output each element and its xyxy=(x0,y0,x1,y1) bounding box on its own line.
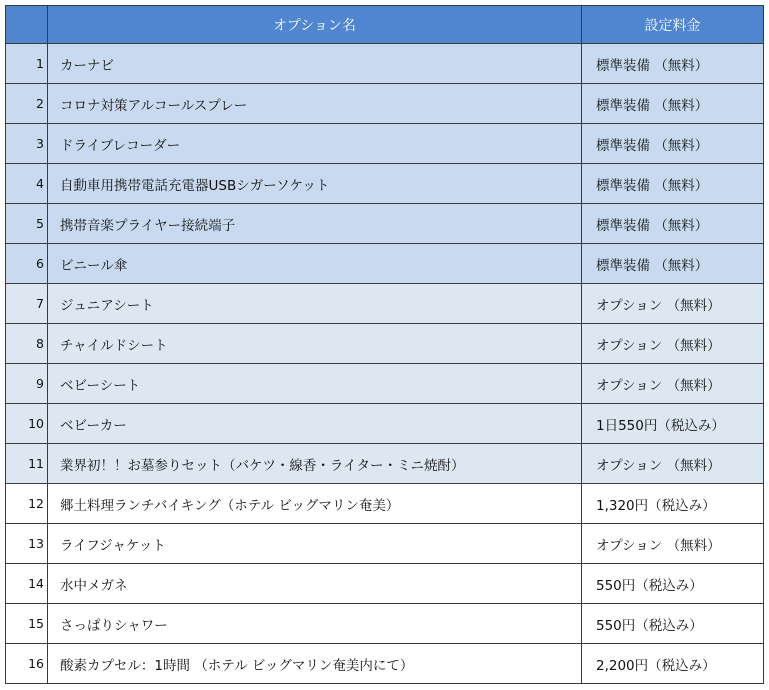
row-price: 標準装備 （無料） xyxy=(582,44,764,84)
row-number: 11 xyxy=(6,444,48,484)
row-number: 8 xyxy=(6,324,48,364)
row-option-name: 郷土料理ランチバイキング（ホテル ビッグマリン奄美） xyxy=(48,484,582,524)
row-number: 7 xyxy=(6,284,48,324)
row-price: 標準装備 （無料） xyxy=(582,164,764,204)
row-number: 6 xyxy=(6,244,48,284)
row-number: 15 xyxy=(6,604,48,644)
table-row xyxy=(6,204,764,244)
row-price: 1,320円（税込み） xyxy=(582,484,764,524)
table-row xyxy=(6,524,764,564)
row-number: 5 xyxy=(6,204,48,244)
row-price: オプション （無料） xyxy=(582,284,764,324)
row-number: 4 xyxy=(6,164,48,204)
row-number: 9 xyxy=(6,364,48,404)
row-option-name: ベビーシート xyxy=(48,364,582,404)
row-number: 3 xyxy=(6,124,48,164)
table-row xyxy=(6,244,764,284)
row-option-name: カーナビ xyxy=(48,44,582,84)
row-number: 13 xyxy=(6,524,48,564)
table-row xyxy=(6,44,764,84)
table-row xyxy=(6,324,764,364)
row-number: 14 xyxy=(6,564,48,604)
row-option-name: 業界初！！お墓参りセット（バケツ・線香・ライター・ミニ焼酎） xyxy=(48,444,582,484)
header-number xyxy=(6,6,48,44)
options-price-table xyxy=(5,5,764,684)
row-number: 12 xyxy=(6,484,48,524)
row-number: 16 xyxy=(6,644,48,684)
table-row xyxy=(6,364,764,404)
table-row xyxy=(6,84,764,124)
table-row xyxy=(6,604,764,644)
table-row xyxy=(6,164,764,204)
row-option-name: 水中メガネ xyxy=(48,564,582,604)
row-price: 2,200円（税込み） xyxy=(582,644,764,684)
row-option-name: 携帯音楽プライヤー接続端子 xyxy=(48,204,582,244)
row-number: 2 xyxy=(6,84,48,124)
table-row xyxy=(6,644,764,684)
row-price: オプション （無料） xyxy=(582,524,764,564)
row-option-name: コロナ対策アルコールスプレー xyxy=(48,84,582,124)
row-price: 550円（税込み） xyxy=(582,564,764,604)
row-option-name: ビニール傘 xyxy=(48,244,582,284)
row-option-name: 自動車用携帯電話充電器USBシガーソケット xyxy=(48,164,582,204)
row-price: 標準装備 （無料） xyxy=(582,244,764,284)
row-price: 550円（税込み） xyxy=(582,604,764,644)
row-option-name: ドライブレコーダー xyxy=(48,124,582,164)
table-row xyxy=(6,564,764,604)
table-row xyxy=(6,284,764,324)
table-row xyxy=(6,444,764,484)
row-option-name: チャイルドシート xyxy=(48,324,582,364)
row-price: 1日550円（税込み） xyxy=(582,404,764,444)
header-option-name: オプション名 xyxy=(48,6,582,44)
row-price: オプション （無料） xyxy=(582,324,764,364)
row-price: 標準装備 （無料） xyxy=(582,204,764,244)
row-option-name: さっぱりシャワー xyxy=(48,604,582,644)
row-price: 標準装備 （無料） xyxy=(582,124,764,164)
table-row xyxy=(6,124,764,164)
row-option-name: ベビーカー xyxy=(48,404,582,444)
row-number: 1 xyxy=(6,44,48,84)
row-price: オプション （無料） xyxy=(582,444,764,484)
header-price: 設定料金 xyxy=(582,6,764,44)
row-price: 標準装備 （無料） xyxy=(582,84,764,124)
row-option-name: 酸素カプセル：1時間 （ホテル ビッグマリン奄美内にて） xyxy=(48,644,582,684)
table-row xyxy=(6,484,764,524)
row-number: 10 xyxy=(6,404,48,444)
table-row xyxy=(6,404,764,444)
row-option-name: ライフジャケット xyxy=(48,524,582,564)
table-header-row xyxy=(6,6,764,44)
row-option-name: ジュニアシート xyxy=(48,284,582,324)
row-price: オプション （無料） xyxy=(582,364,764,404)
options-table-container xyxy=(5,5,764,684)
